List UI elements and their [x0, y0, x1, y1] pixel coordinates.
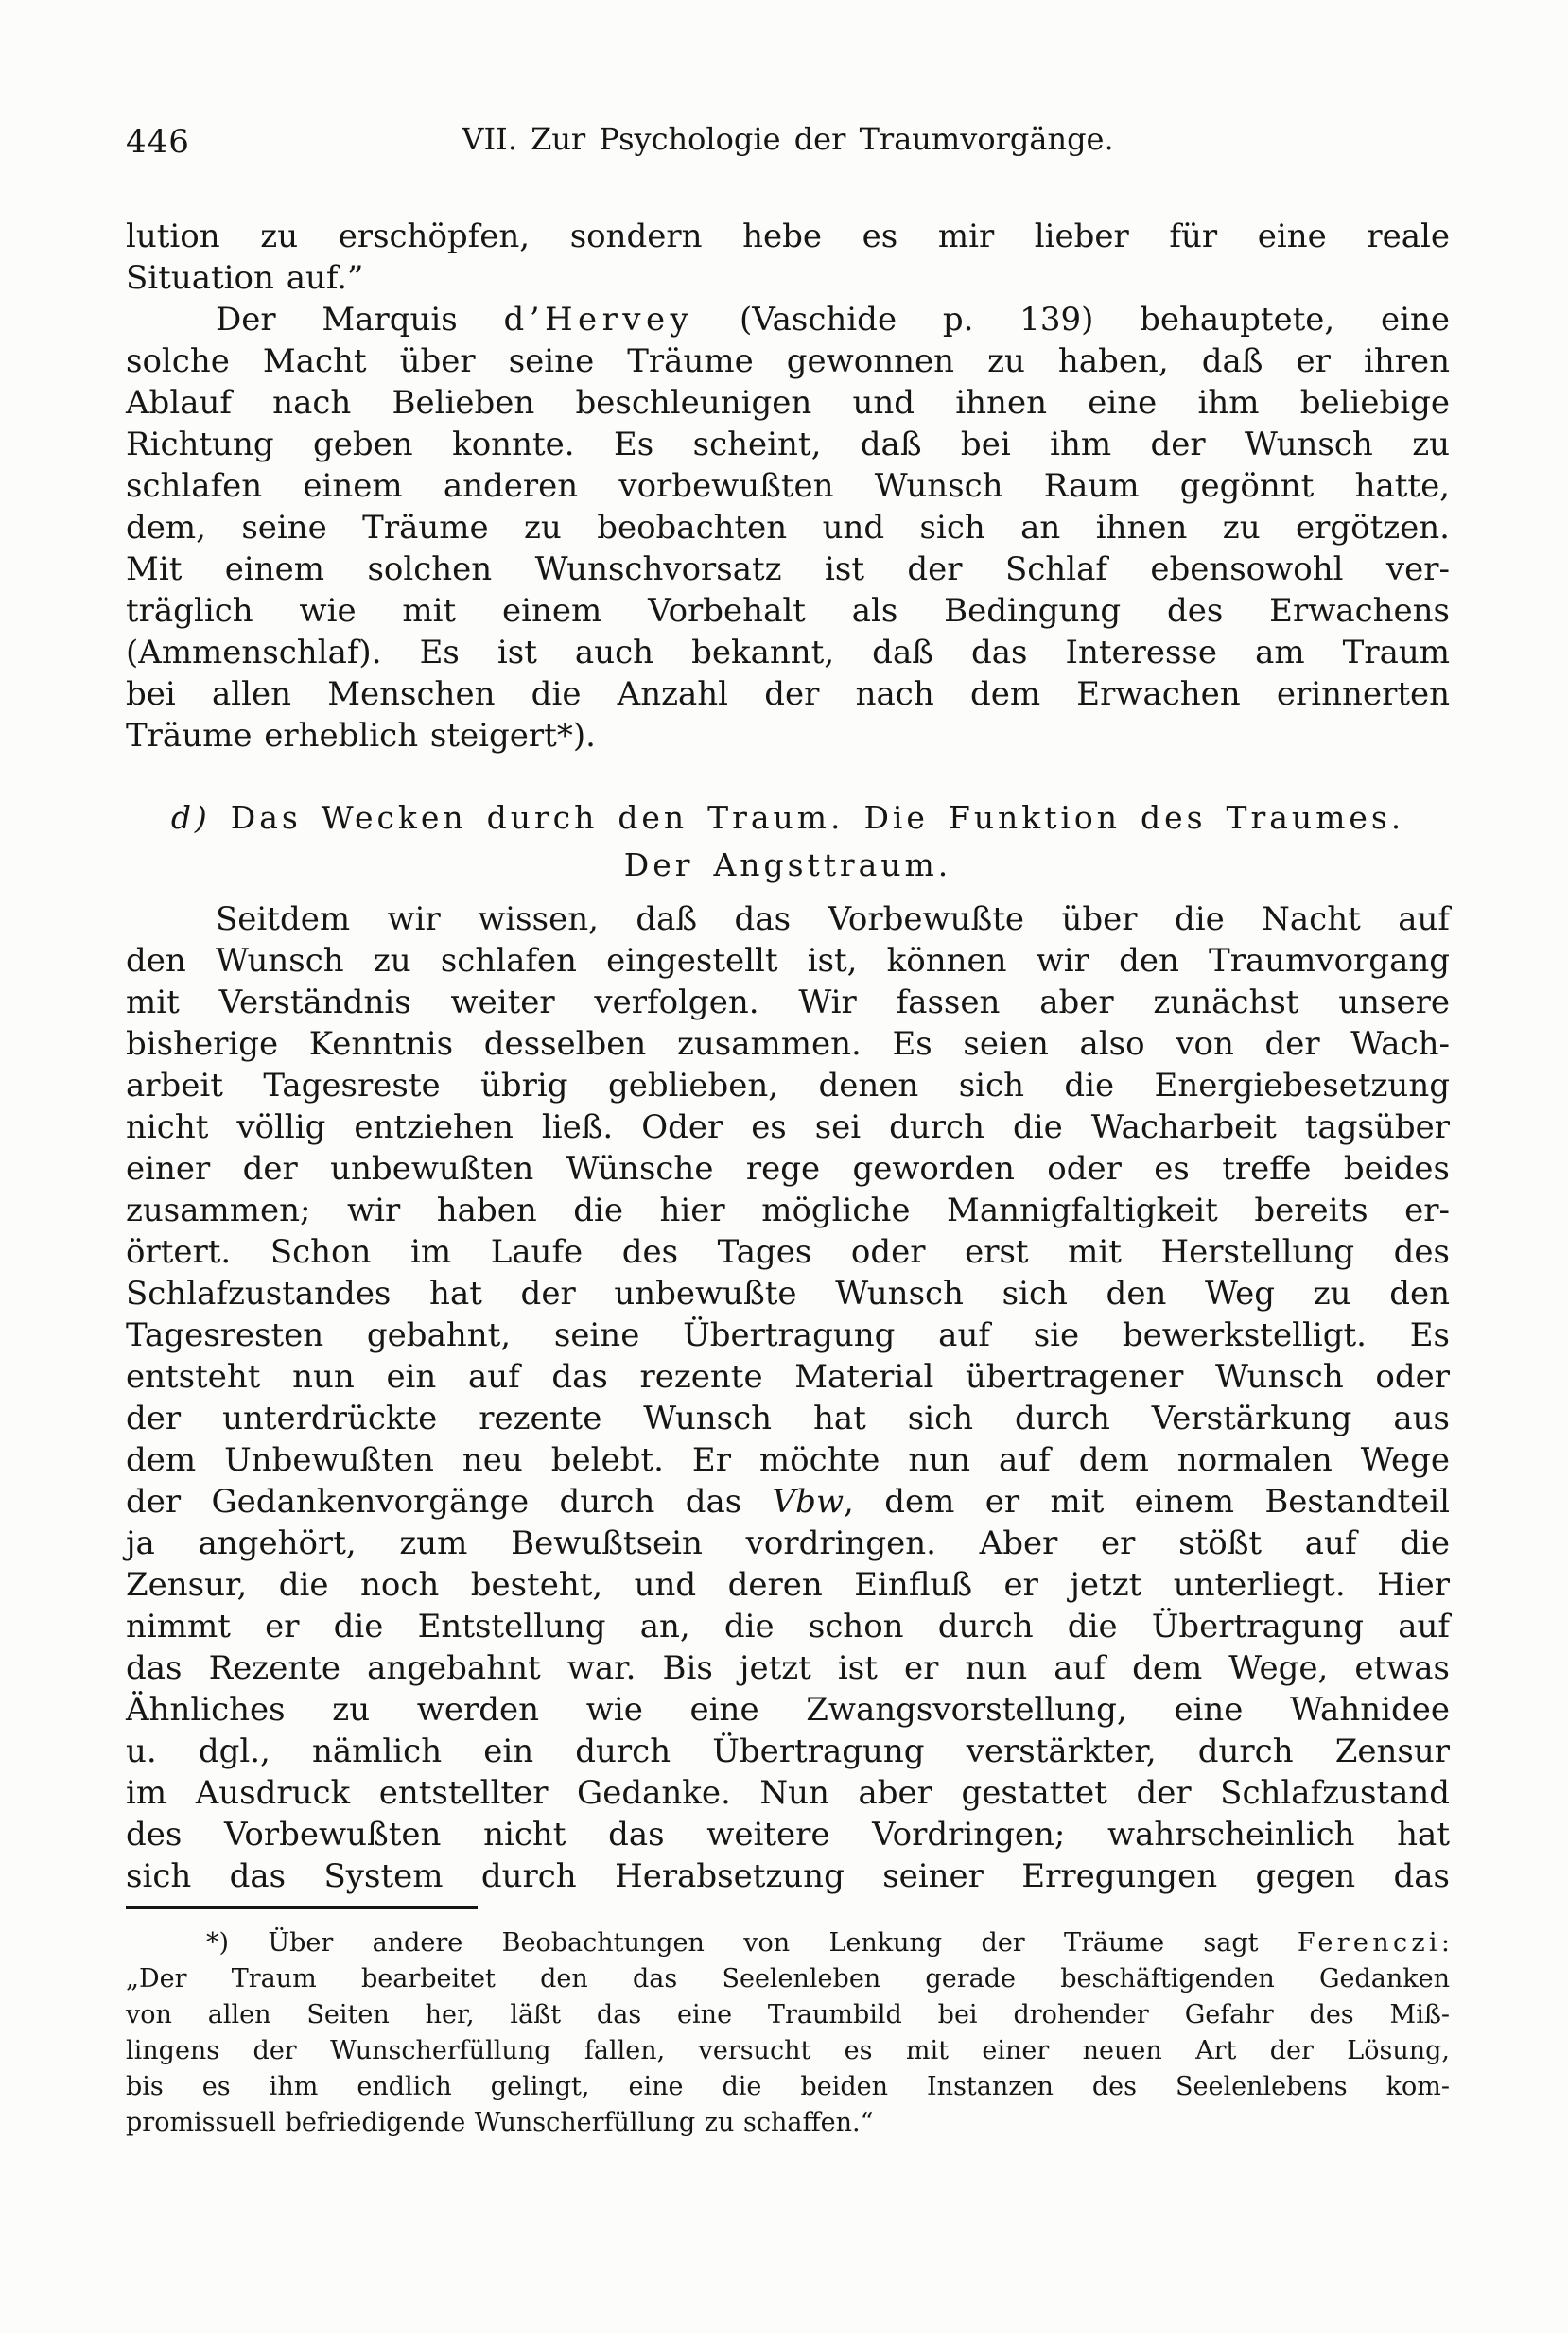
- text-line: Träume erheblich steigert*).: [126, 717, 596, 755]
- text-line: u. dgl., nämlich ein durch Übertragung verstärkter, durch Zensur: [126, 1732, 1450, 1770]
- running-title: VII. Zur Psychologie der Traumvorgänge.: [462, 121, 1114, 157]
- text-line: örtert. Schon im Laufe des Tages oder erst mit Herstellung des: [126, 1233, 1450, 1271]
- page-header: [126, 121, 1450, 165]
- text-line: bis es ihm endlich gelingt, eine die beiden Instanzen des Seelenlebens kom-: [126, 2072, 1450, 2101]
- text-line: dem Unbewußten neu belebt. Er möchte nun auf dem normalen Wege: [126, 1441, 1450, 1479]
- text-line: lution zu erschöpfen, sondern hebe es mir lieber für eine reale: [126, 218, 1450, 255]
- text-line: von allen Seiten her, läßt das eine Traumbild bei drohender Gefahr des Miß-: [126, 2000, 1450, 2029]
- paragraph-2: [126, 299, 1450, 757]
- section-heading: [126, 794, 1450, 889]
- text-line: lingens der Wunscherfüllung fallen, versucht es mit einer neuen Art der Lösung,: [126, 2036, 1450, 2065]
- text-line: solche Macht über seine Träume gewonnen zu haben, daß er ihren: [126, 342, 1450, 380]
- footnote-rule: [126, 1906, 478, 1909]
- text-line: Der Marquis d’Hervey (Vaschide p. 139) behauptete, eine: [216, 301, 1450, 339]
- text-line: Ablauf nach Belieben beschleunigen und ihnen eine ihm beliebige: [126, 384, 1450, 422]
- text-line: d) Das Wecken durch den Traum. Die Funktion des Traumes.: [170, 799, 1405, 836]
- text-line: den Wunsch zu schlafen eingestellt ist, können wir den Traumvorgang: [126, 942, 1450, 980]
- text-line: einer der unbewußten Wünsche rege geworden oder es treffe beides: [126, 1150, 1450, 1188]
- text-line: der Gedankenvorgänge durch das Vbw, dem er mit einem Bestandteil: [126, 1483, 1451, 1521]
- text-line: nicht völlig entziehen ließ. Oder es sei durch die Wacharbeit tagsüber: [126, 1108, 1450, 1146]
- text-line: sich das System durch Herabsetzung seiner Erregungen gegen das: [126, 1857, 1450, 1895]
- text-line: Der Angsttraum.: [623, 846, 952, 883]
- text-line: Mit einem solchen Wunschvorsatz ist der Schlaf ebensowohl ver-: [126, 550, 1450, 588]
- text-line: Richtung geben konnte. Es scheint, daß bei ihm der Wunsch zu: [126, 426, 1450, 463]
- text-line: Zensur, die noch besteht, und deren Einfluß er jetzt unterliegt. Hier: [126, 1566, 1450, 1604]
- text-line: arbeit Tagesreste übrig geblieben, denen sich die Energiebesetzung: [126, 1067, 1450, 1105]
- text-line: dem, seine Träume zu beobachten und sich an ihnen zu ergötzen.: [126, 509, 1450, 547]
- paragraph-3: [126, 898, 1450, 1897]
- text-line: (Ammenschlaf). Es ist auch bekannt, daß das Interesse am Traum: [126, 634, 1450, 671]
- text-line: das Rezente angebahnt war. Bis jetzt ist er nun auf dem Wege, etwas: [126, 1649, 1450, 1687]
- text-line: Tagesresten gebahnt, seine Übertragung auf sie bewerkstelligt. Es: [126, 1316, 1450, 1354]
- footnote: [126, 1925, 1450, 2141]
- book-page: [126, 121, 1450, 2141]
- text-line: mit Verständnis weiter verfolgen. Wir fassen aber zunächst unsere: [126, 984, 1450, 1021]
- text-line: des Vorbewußten nicht das weitere Vordringen; wahrscheinlich hat: [126, 1816, 1450, 1854]
- text-line: *) Über andere Beobachtungen von Lenkung der Träume sagt Ferenczi:: [206, 1928, 1450, 1958]
- text-line: bei allen Menschen die Anzahl der nach dem Erwachen erinnerten: [126, 675, 1450, 713]
- text-line: „Der Traum bearbeitet den das Seelenleben gerade beschäftigenden Gedanken: [126, 1964, 1450, 1993]
- text-line: ja angehört, zum Bewußtsein vordringen. Aber er stößt auf die: [126, 1524, 1450, 1562]
- paragraph-1: [126, 216, 1450, 299]
- text-line: zusammen; wir haben die hier mögliche Mannigfaltigkeit bereits er-: [126, 1192, 1450, 1229]
- text-line: promissuell befriedigende Wunscherfüllung zu schaffen.“: [126, 2108, 874, 2137]
- text-line: Situation auf.”: [126, 259, 364, 297]
- text-line: schlafen einem anderen vorbewußten Wunsch Raum gegönnt hatte,: [126, 467, 1450, 505]
- text-line: der unterdrückte rezente Wunsch hat sich durch Verstärkung aus: [126, 1400, 1450, 1437]
- text-line: bisherige Kenntnis desselben zusammen. Es seien also von der Wach-: [126, 1025, 1450, 1063]
- text-line: Schlafzustandes hat der unbewußte Wunsch sich den Weg zu den: [126, 1275, 1450, 1313]
- text-line: Ähnliches zu werden wie eine Zwangsvorstellung, eine Wahnidee: [126, 1691, 1450, 1729]
- text-line: entsteht nun ein auf das rezente Material übertragener Wunsch oder: [126, 1358, 1450, 1396]
- text-line: im Ausdruck entstellter Gedanke. Nun aber gestattet der Schlafzustand: [126, 1774, 1450, 1812]
- text-line: träglich wie mit einem Vorbehalt als Bedingung des Erwachens: [126, 592, 1450, 630]
- page-body: [126, 216, 1450, 2141]
- text-line: nimmt er die Entstellung an, die schon durch die Übertragung auf: [126, 1608, 1450, 1645]
- text-line: Seitdem wir wissen, daß das Vorbewußte über die Nacht auf: [216, 900, 1450, 938]
- page-number: 446: [126, 123, 190, 161]
